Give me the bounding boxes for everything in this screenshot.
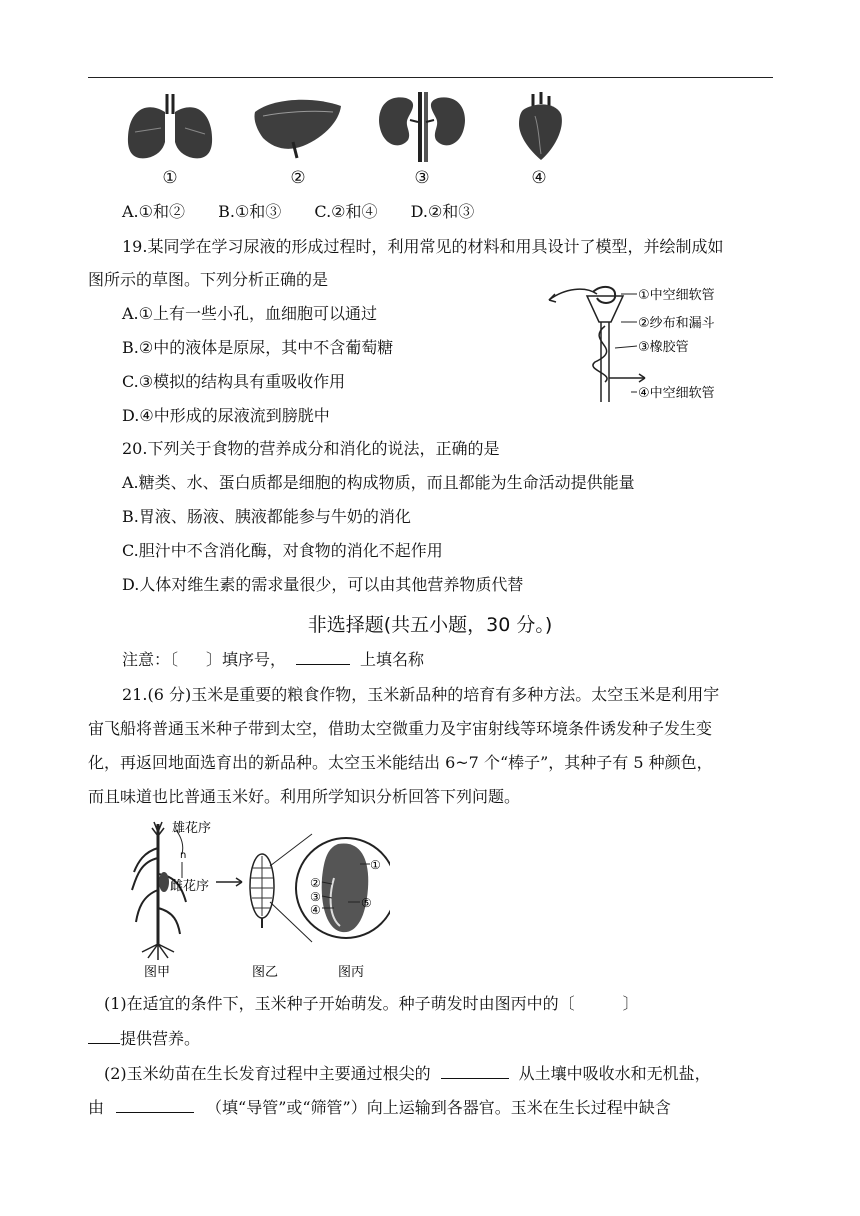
q21-sub2-line1: [104, 1064, 711, 1084]
header-rule: [88, 77, 773, 78]
liver-icon: [253, 92, 343, 162]
q21-sub2-line2a: 由: [88, 1098, 105, 1117]
note-mid: 〕填序号，: [206, 650, 287, 669]
section-note: [122, 650, 424, 670]
q21-sub1-text: (1)在适宜的条件下，玉米种子开始萌发。种子萌发时由图丙中的〔: [104, 994, 575, 1013]
urine-model-diagram: [545, 282, 745, 407]
q18-option-b: B.①和③: [218, 202, 282, 221]
liver-figure: [253, 92, 343, 188]
q21-sub2-line1a: (2)玉米幼苗在生长发育过程中主要通过根尖的: [104, 1064, 431, 1083]
q19-option-a: A.①上有一些小孔，血细胞可以通过: [122, 304, 377, 323]
organ-label-2: ②: [290, 168, 306, 188]
organ-label-1: ①: [162, 168, 178, 188]
q21-sub2-line2b: （填“导管”或“筛管”）向上运输到各器官。玉米在生长过程中缺含: [206, 1098, 671, 1117]
corn-label-male: 雄花序: [172, 821, 212, 836]
q21-sub1-paren-close: 〕: [622, 994, 639, 1013]
corn-label-n: n: [180, 850, 187, 861]
seed-label-4: ④: [310, 903, 321, 917]
q19-stem-line1: 19.某同学在学习尿液的形成过程时，利用常见的材料和用具设计了模型，并绘制成如: [122, 237, 724, 256]
seed-label-3: ③: [310, 890, 321, 904]
caption-jia: 图甲: [144, 965, 171, 978]
q18-option-d: D.②和③: [410, 202, 475, 221]
seed-label-1: ①: [370, 858, 381, 872]
q19-option-c: C.③模拟的结构具有重吸收作用: [122, 372, 346, 391]
q21-sub2-blank1: [441, 1064, 509, 1079]
note-suffix: 上填名称: [360, 650, 425, 669]
q21-sub1-blank: [88, 1029, 120, 1044]
q20-option-d: D.人体对维生素的需求量很少，可以由其他营养物质代替: [122, 575, 524, 594]
q21-sub2-line2: [88, 1098, 671, 1118]
lung-icon: [125, 92, 215, 162]
q19-option-d: D.④中形成的尿液流到膀胱中: [122, 406, 330, 425]
section-title: 非选择题(共五小题，30 分。): [307, 614, 553, 636]
q19-option-b: B.②中的液体是原尿，其中不含葡萄糖: [122, 338, 394, 357]
corn-figure: [130, 818, 390, 982]
organ-label-4: ④: [531, 168, 547, 188]
q20-option-c: C.胆汁中不含消化酶，对食物的消化不起作用: [122, 541, 443, 560]
fig19-label-2: ②纱布和漏斗: [638, 316, 715, 331]
note-prefix: 注意：〔: [122, 650, 179, 669]
urine-model-figure: [545, 282, 745, 411]
corn-diagram: [130, 818, 390, 978]
q21-line1: 21.(6 分)玉米是重要的粮食作物，玉米新品种的培育有多种方法。太空玉米是利用宇: [122, 685, 720, 704]
corn-label-female: 雌花序: [170, 879, 210, 894]
fig19-label-4: ④中空细软管: [638, 386, 715, 401]
fig19-label-3: ③橡胶管: [638, 340, 689, 355]
q21-sub1-line2: [88, 1029, 200, 1049]
q21-sub1-line2-text: 提供营养。: [120, 1029, 201, 1048]
caption-yi: 图乙: [252, 965, 279, 978]
q21-sub2-blank2: [116, 1098, 194, 1113]
note-blank: [296, 650, 350, 665]
q21-sub1-line1: [104, 994, 639, 1014]
q18-option-a: A.①和②: [122, 202, 185, 221]
seed-label-2: ②: [310, 876, 321, 890]
q21-sub2-line1b: 从土壤中吸收水和无机盐，: [518, 1064, 711, 1083]
q21-line3: 化，再返回地面选育出的新品种。太空玉米能结出 6~7 个“棒子”，其种子有 5 种颜色，: [88, 753, 713, 772]
kidney-figure: [374, 92, 470, 188]
q21-line4: 而且味道也比普通玉米好。利用所学知识分析回答下列问题。: [88, 787, 521, 806]
heart-figure: [515, 92, 565, 188]
organ-label-3: ③: [414, 168, 430, 188]
q21-line2: 宙飞船将普通玉米种子带到太空，借助太空微重力及宇宙射线等环境条件诱发种子发生变: [88, 719, 713, 738]
caption-bing: 图丙: [338, 965, 365, 978]
q18-option-c: C.②和④: [314, 202, 378, 221]
q19-stem-line2: 图所示的草图。下列分析正确的是: [88, 270, 329, 289]
heart-icon: [515, 92, 565, 162]
kidney-icon: [374, 92, 470, 162]
fig19-label-1: ①中空细软管: [638, 288, 715, 303]
q20-option-a: A.糖类、水、蛋白质都是细胞的构成物质，而且都能为生命活动提供能量: [122, 473, 635, 492]
q20-option-b: B.胃液、肠液、胰液都能参与牛奶的消化: [122, 507, 411, 526]
q18-options: [122, 202, 502, 222]
seed-label-5: ⑤: [361, 896, 372, 910]
q20-stem: 20.下列关于食物的营养成分和消化的说法，正确的是: [122, 439, 500, 458]
lung-figure: [125, 92, 215, 188]
